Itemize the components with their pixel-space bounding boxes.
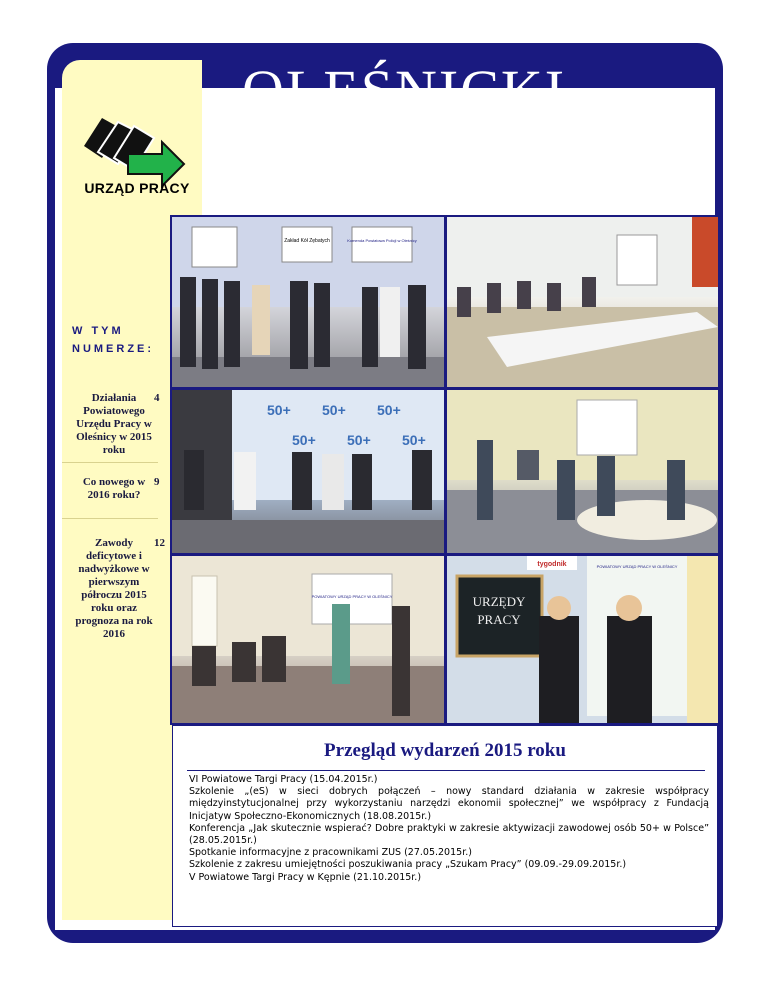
police-sign: Komenda Powiatowa Policji w Oleśnicy	[347, 238, 417, 243]
event-item: Szkolenie „(eS) w sieci dobrych połączeń – nowy standard działania w zakresie współpracy międzyinstytucjonalnej przy wykorzystaniu narzędzi ekonomii społecznej” we współpracy z Fundacją Inicjatyw Społeczno-Ekonomicznych (18.08.2015r.)	[189, 786, 709, 822]
newspaper-banner: tygodnik	[537, 561, 567, 568]
toc-item-label: Co nowego w 2016 roku?	[82, 476, 146, 501]
banner-50plus: 50+	[322, 402, 346, 418]
events-title: Przegląd wydarzeń 2015 roku	[324, 740, 566, 761]
banner-50plus: 50+	[267, 402, 291, 418]
events-box	[172, 725, 718, 927]
banner-50plus: 50+	[377, 402, 401, 418]
photo-job-fair	[172, 217, 444, 387]
toc-item-page: 4	[154, 392, 160, 404]
photo-conference-panel	[172, 390, 444, 553]
company-sign: Zakład Kół Zębatych	[284, 238, 330, 244]
event-item: V Powiatowe Targi Pracy w Kępnie (21.10.2015r.)	[189, 871, 422, 883]
toc-item-label: Działania Powiatowego Urzędu Pracy w Oleśnicy w 2015 roku	[76, 392, 152, 456]
event-item: Szkolenie z zakresu umiejętności poszukiwania pracy „Szukam Pracy” (09.09.-29.09.2015r.)	[189, 859, 627, 871]
free-copy-label: EGZEMPLARZ BEZPŁATNY	[242, 198, 491, 209]
masthead-title-line2: RYNEK PRACY	[242, 132, 669, 197]
toc-item[interactable]	[62, 476, 172, 502]
toc-header: W TYM NUMERZE:	[72, 325, 155, 355]
toc-item[interactable]	[62, 537, 172, 641]
toc-item-label: Zawody deficytowe i nadwyżkowe w pierwszym półroczu 2015 roku oraz prognoza na rok 2016	[75, 537, 153, 640]
banner-50plus: 50+	[292, 432, 316, 448]
event-item: Spotkanie informacyjne z pracownikami ZUS (27.05.2015r.)	[189, 847, 472, 859]
toc-item-page: 12	[154, 537, 165, 549]
events-divider	[187, 770, 705, 771]
projector-screen-text: POWIATOWY URZĄD PRACY W OLEŚNICY	[311, 594, 393, 599]
event-item: VI Powiatowe Targi Pracy (15.04.2015r.)	[189, 774, 378, 785]
photo-workshop	[447, 390, 718, 553]
events-list	[189, 774, 709, 884]
banner-50plus: 50+	[347, 432, 371, 448]
rollup-banner-text: POWIATOWY URZĄD PRACY W OLEŚNICY	[596, 564, 678, 569]
masthead-title-line1: OLEŚNICKI	[242, 58, 567, 123]
photo-exhibition-stand	[447, 556, 718, 723]
event-item: Konferencja „Jak skutecznie wspierać? Dobre praktyki w zakresie aktywizacji zawodowej osób 50+ w Polsce” (28.05.2015r.)	[189, 822, 709, 847]
logo-text: URZĄD PRACY	[84, 180, 190, 196]
masthead-subline	[242, 198, 712, 209]
photo-collage	[170, 215, 720, 725]
toc-divider	[62, 462, 158, 463]
photo-training-room	[447, 217, 718, 387]
banner-50plus: 50+	[402, 432, 426, 448]
toc-item[interactable]	[62, 392, 172, 457]
chalkboard-line1: URZĘDY	[472, 594, 526, 609]
toc-divider	[62, 518, 158, 519]
toc-item-page: 9	[154, 476, 160, 488]
issue-number: 1/2016	[651, 198, 712, 209]
photo-award-ceremony	[172, 556, 444, 723]
chalkboard-line2: PRACY	[477, 612, 521, 627]
